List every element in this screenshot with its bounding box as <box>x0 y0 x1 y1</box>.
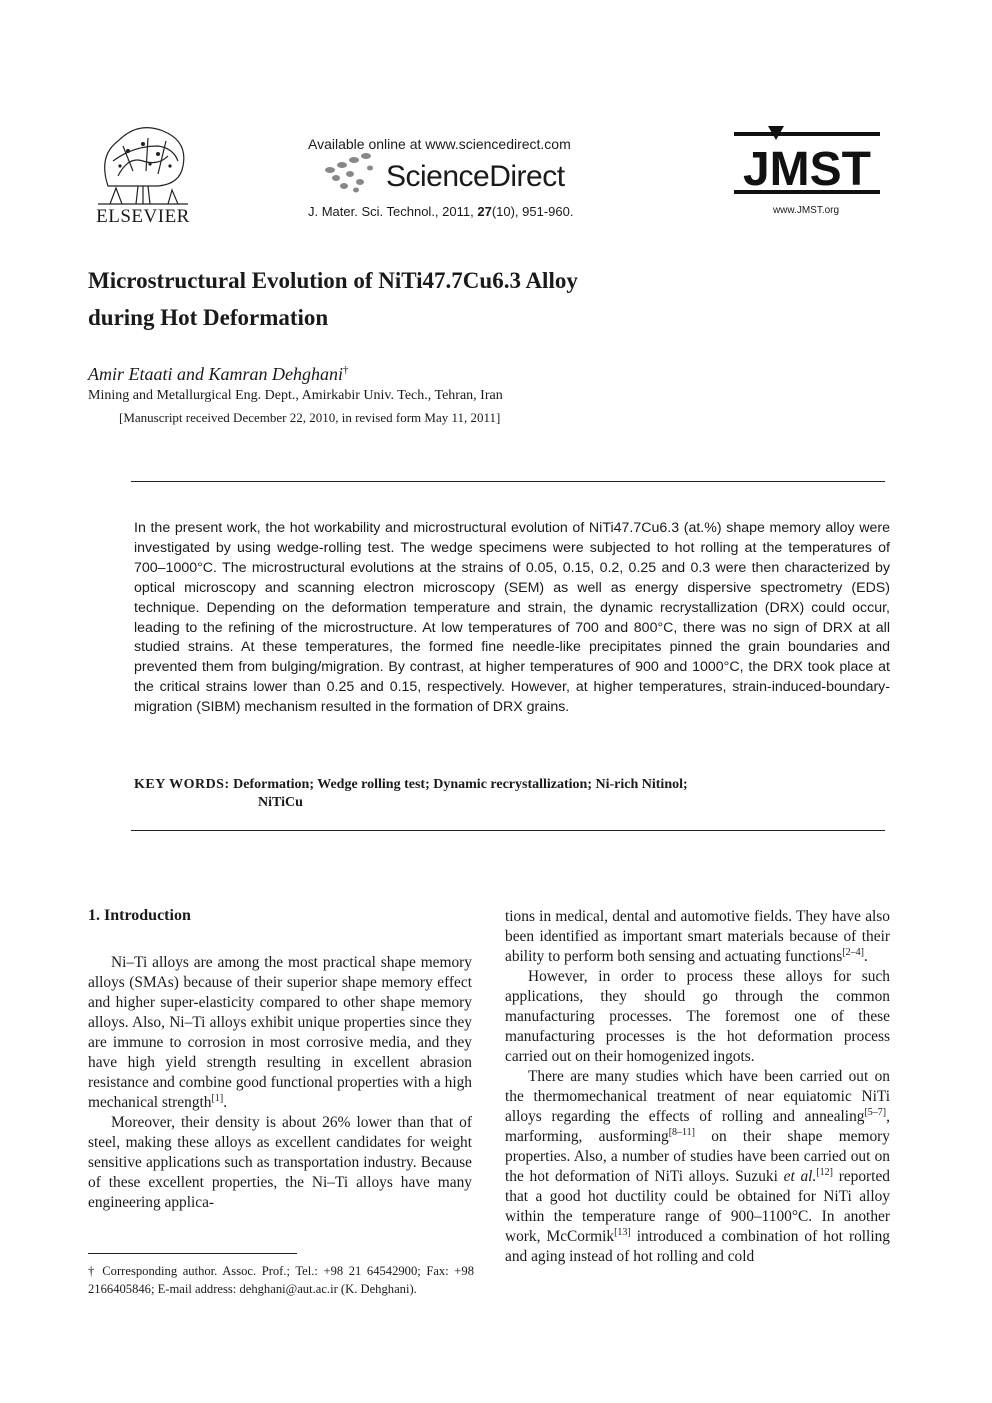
citation: [13] <box>614 1227 631 1238</box>
paragraph: There are many studies which have been carried out on the thermomechanical treatment of near equiatomic NiTi alloys regarding the effects of rolling and annealing[5–7], marforming, ausforming[8–11] on their shape memory properties. Also, a number of studies have been carried out on the hot deformation of NiTi alloys. Suzuki et al.[12] reported that a good hot ductility could be obtained for NiTi alloy within the temperature range of 900–1100°C. In another work, McCormik[13] introduced a combination of hot rolling and aging instead of hot rolling and cold <box>505 1068 891 1265</box>
author-list: Amir Etaati and Kamran Dehghani† <box>88 364 349 384</box>
citation: [8–11] <box>668 1127 696 1138</box>
jmst-journal-logo <box>732 124 880 204</box>
citation: [1] <box>211 1093 224 1104</box>
paragraph: Moreover, their density is about 26% lower than that of steel, making these alloys as excellent candidates for weight sensitive applications such as transportation industry. Because of these excellent properties, the Ni–Ti alloys have many engineering applica- <box>88 1114 472 1211</box>
affiliation: Mining and Metallurgical Eng. Dept., Amirkabir Univ. Tech., Tehran, Iran <box>88 388 503 403</box>
right-column <box>505 907 890 1267</box>
sciencedirect-wordmark: ScienceDirect <box>386 160 565 193</box>
paragraph: Ni–Ti alloys are among the most practical shape memory alloys (SMAs) because of their superior shape memory effect and higher super-elasticity compared to other shape memory alloys. Also, Ni–Ti alloys exhibit unique properties since they are immune to corrosion in most corrosive media, and they have high yield strength resulting in excellent abrasion resistance and combine good functional properties with a high mechanical strength[1]. <box>88 954 472 1111</box>
jmst-wordmark: JMST <box>742 143 872 196</box>
citation: [2–4] <box>842 947 864 958</box>
keywords: KEY WORDS: Deformation; Wedge rolling test; Dynamic recrystallization; Ni-rich Nitinol; <box>134 777 688 792</box>
paragraph: tions in medical, dental and automotive fields. They have also been identified as important smart materials because of their ability to perform both sensing and actuating functions[2–4]. <box>505 908 890 965</box>
footnote-rule <box>88 1253 297 1254</box>
sciencedirect-dots-icon <box>322 152 382 194</box>
citation: [5–7] <box>864 1107 887 1118</box>
journal-url: www.JMST.org <box>772 205 840 216</box>
available-online-text: Available online at www.sciencedirect.com <box>308 136 571 152</box>
publisher-name: ELSEVIER <box>96 206 190 227</box>
journal-citation: J. Mater. Sci. Technol., 2011, 27(10), 951-960. <box>308 204 574 219</box>
abstract-top-rule <box>131 481 885 482</box>
keywords-continued: NiTiCu <box>258 795 303 810</box>
article-title: Microstructural Evolution of NiTi47.7Cu6.3 Alloy during Hot Deformation <box>88 268 578 330</box>
abstract-bottom-rule <box>131 830 885 831</box>
paragraph: However, in order to process these alloys for such applications, they should go through the common manufacturing processes. The foremost one of these manufacturing processes is the hot deformation process carried out on their homogenized ingots. <box>505 968 890 1065</box>
citation: [12] <box>816 1167 833 1178</box>
manuscript-dates: [Manuscript received December 22, 2010, in revised form May 11, 2011] <box>119 410 501 425</box>
section-heading: 1. Introduction <box>88 907 191 924</box>
left-column <box>88 953 472 1213</box>
corresponding-author-footnote: † Corresponding author. Assoc. Prof.; Tel.: +98 21 64542900; Fax: +98 2166405846; E-mail address: dehghani@aut.ac.ir (K. Dehghani). <box>88 1264 474 1296</box>
abstract-text: In the present work, the hot workability and microstructural evolution of NiTi47.7Cu6.3 (at.%) shape memory alloy were investigated by using wedge-rolling test. The wedge specimens were subjected to hot rolling at the temperatures of 700–1000°C. The microstructural evolutions at the strains of 0.05, 0.15, 0.2, 0.25 and 0.3 were then characterized by optical microscopy and scanning electron microscopy (SEM) as well as energy dispersive spectrometry (EDS) technique. Depending on the deformation temperature and strain, the dynamic recrystallization (DRX) could occur, leading to the refining of the microstructure. At low temperatures of 700 and 800°C, there was no sign of DRX at all studied strains. At these temperatures, the formed fine needle-like precipitates pinned the grain boundaries and prevented them from bulging/migration. By contrast, at higher temperatures of 900 and 1000°C, the DRX took place at the critical strains lower than 0.25 and 0.15, respectively. However, at higher temperatures, strain-induced-boundary-migration (SIBM) mechanism resulted in the formation of DRX grains. <box>134 520 890 716</box>
